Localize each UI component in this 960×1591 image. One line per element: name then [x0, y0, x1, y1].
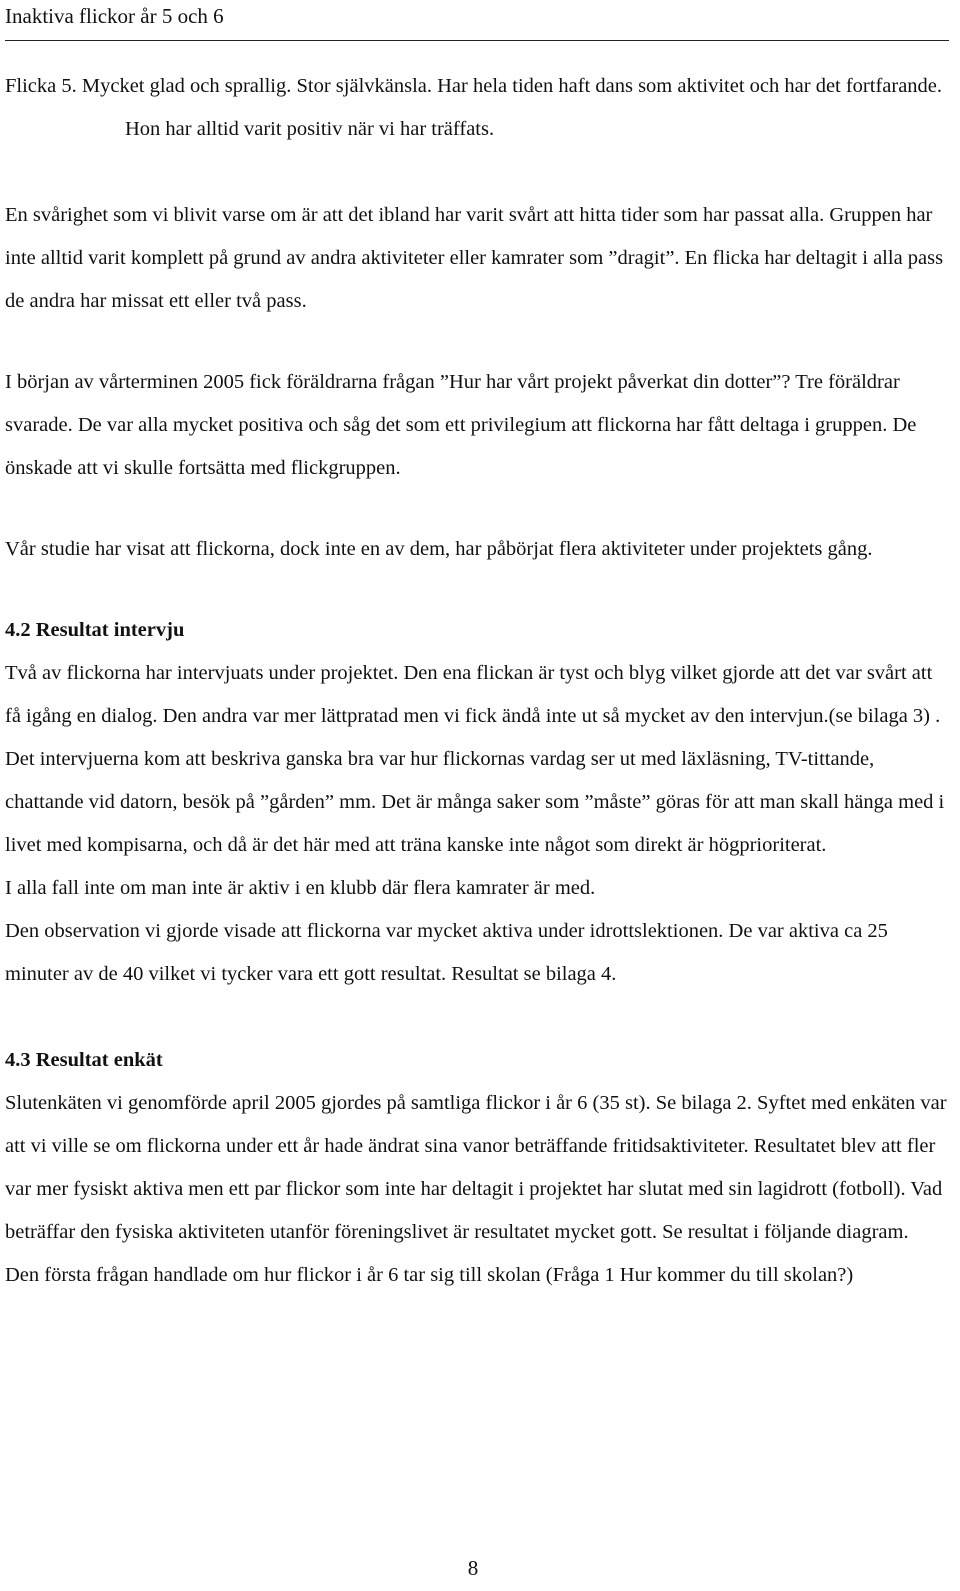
paragraph-interview-club: I alla fall inte om man inte är aktiv i en klubb där flera kamrater är med. — [5, 877, 596, 899]
paragraph-spacer — [5, 996, 953, 1039]
header-divider — [5, 40, 949, 41]
paragraph-spacer — [5, 151, 953, 194]
paragraph-spacer — [5, 490, 953, 528]
paragraph-interview: Två av flickorna har intervjuats under projektet. Den ena flickan är tyst och blyg vilket gjorde att det var svårt att få igång en dialog. Den andra var mer lättpratad men vi fick ändå inte ut så mycket av den intervjun.(se bilaga 3) . Det intervjuerna kom att beskriva ganska bra var hur flickornas vardag ser ut med läxläsning, TV-tittande, chattande vid datorn, besök på ”gården” mm. Det är många saker som ”måste” göras för att man skall hänga med i livet med kompisarna, och då är det här med att träna kanske inte något som direkt är högprioriterat. — [5, 662, 945, 856]
paragraph-difficulty: En svårighet som vi blivit varse om är att det ibland har varit svårt att hitta tider som har passat alla. Gruppen har inte alltid varit komplett på grund av andra aktiviteter eller kamrater som ”dragit”. En flicka har deltagit i alla pass de andra har missat ett eller två pass. — [5, 204, 944, 312]
section-heading-4-2: 4.2 Resultat intervju — [5, 619, 185, 641]
paragraph-flicka-5: Flicka 5. Mycket glad och sprallig. Stor självkänsla. Har hela tiden haft dans som aktivitet och har det fortfarande. Hon har alltid varit positiv när vi har träffats. — [5, 75, 943, 140]
paragraph-observation: Den observation vi gjorde visade att flickorna var mycket aktiva under idrottslektionen. De var aktiva ca 25 minuter av de 40 vilket vi tycker vara ett gott resultat. Resultat se bilaga 4. — [5, 920, 888, 985]
section-heading-4-3: 4.3 Resultat enkät — [5, 1049, 163, 1071]
page-number: 8 — [467, 1556, 479, 1580]
paragraph-spacer — [5, 571, 953, 609]
running-header-title: Inaktiva flickor år 5 och 6 — [5, 4, 224, 28]
document-body — [5, 65, 953, 1297]
paragraph-first-question: Den första frågan handlade om hur flickor i år 6 tar sig till skolan (Fråga 1 Hur kommer du till skolan?) — [5, 1264, 854, 1286]
paragraph-spacer — [5, 323, 953, 361]
paragraph-survey: Slutenkäten vi genomförde april 2005 gjordes på samtliga flickor i år 6 (35 st). Se bilaga 2. Syftet med enkäten var att vi ville se om flickorna under ett år hade ändrat sina vanor beträffande fritidsaktiviteter. Resultatet blev att fler var mer fysiskt aktiva men ett par flickor som inte har deltagit i projektet har slutat med sin lagidrott (fotboll). Vad beträffar den fysiska aktiviteten utanför föreningslivet är resultatet mycket gott. Se resultat i följande diagram. — [5, 1092, 947, 1243]
paragraph-parents-survey: I början av vårterminen 2005 fick föräldrarna frågan ”Hur har vårt projekt påverkat din dotter”? Tre föräldrar svarade. De var alla mycket positiva och såg det som ett privilegium att flickorna har fått deltaga i gruppen. De önskade att vi skulle fortsätta med flickgruppen. — [5, 371, 917, 479]
paragraph-study-result: Vår studie har visat att flickorna, dock inte en av dem, har påbörjat flera aktiviteter under projektets gång. — [5, 538, 873, 560]
